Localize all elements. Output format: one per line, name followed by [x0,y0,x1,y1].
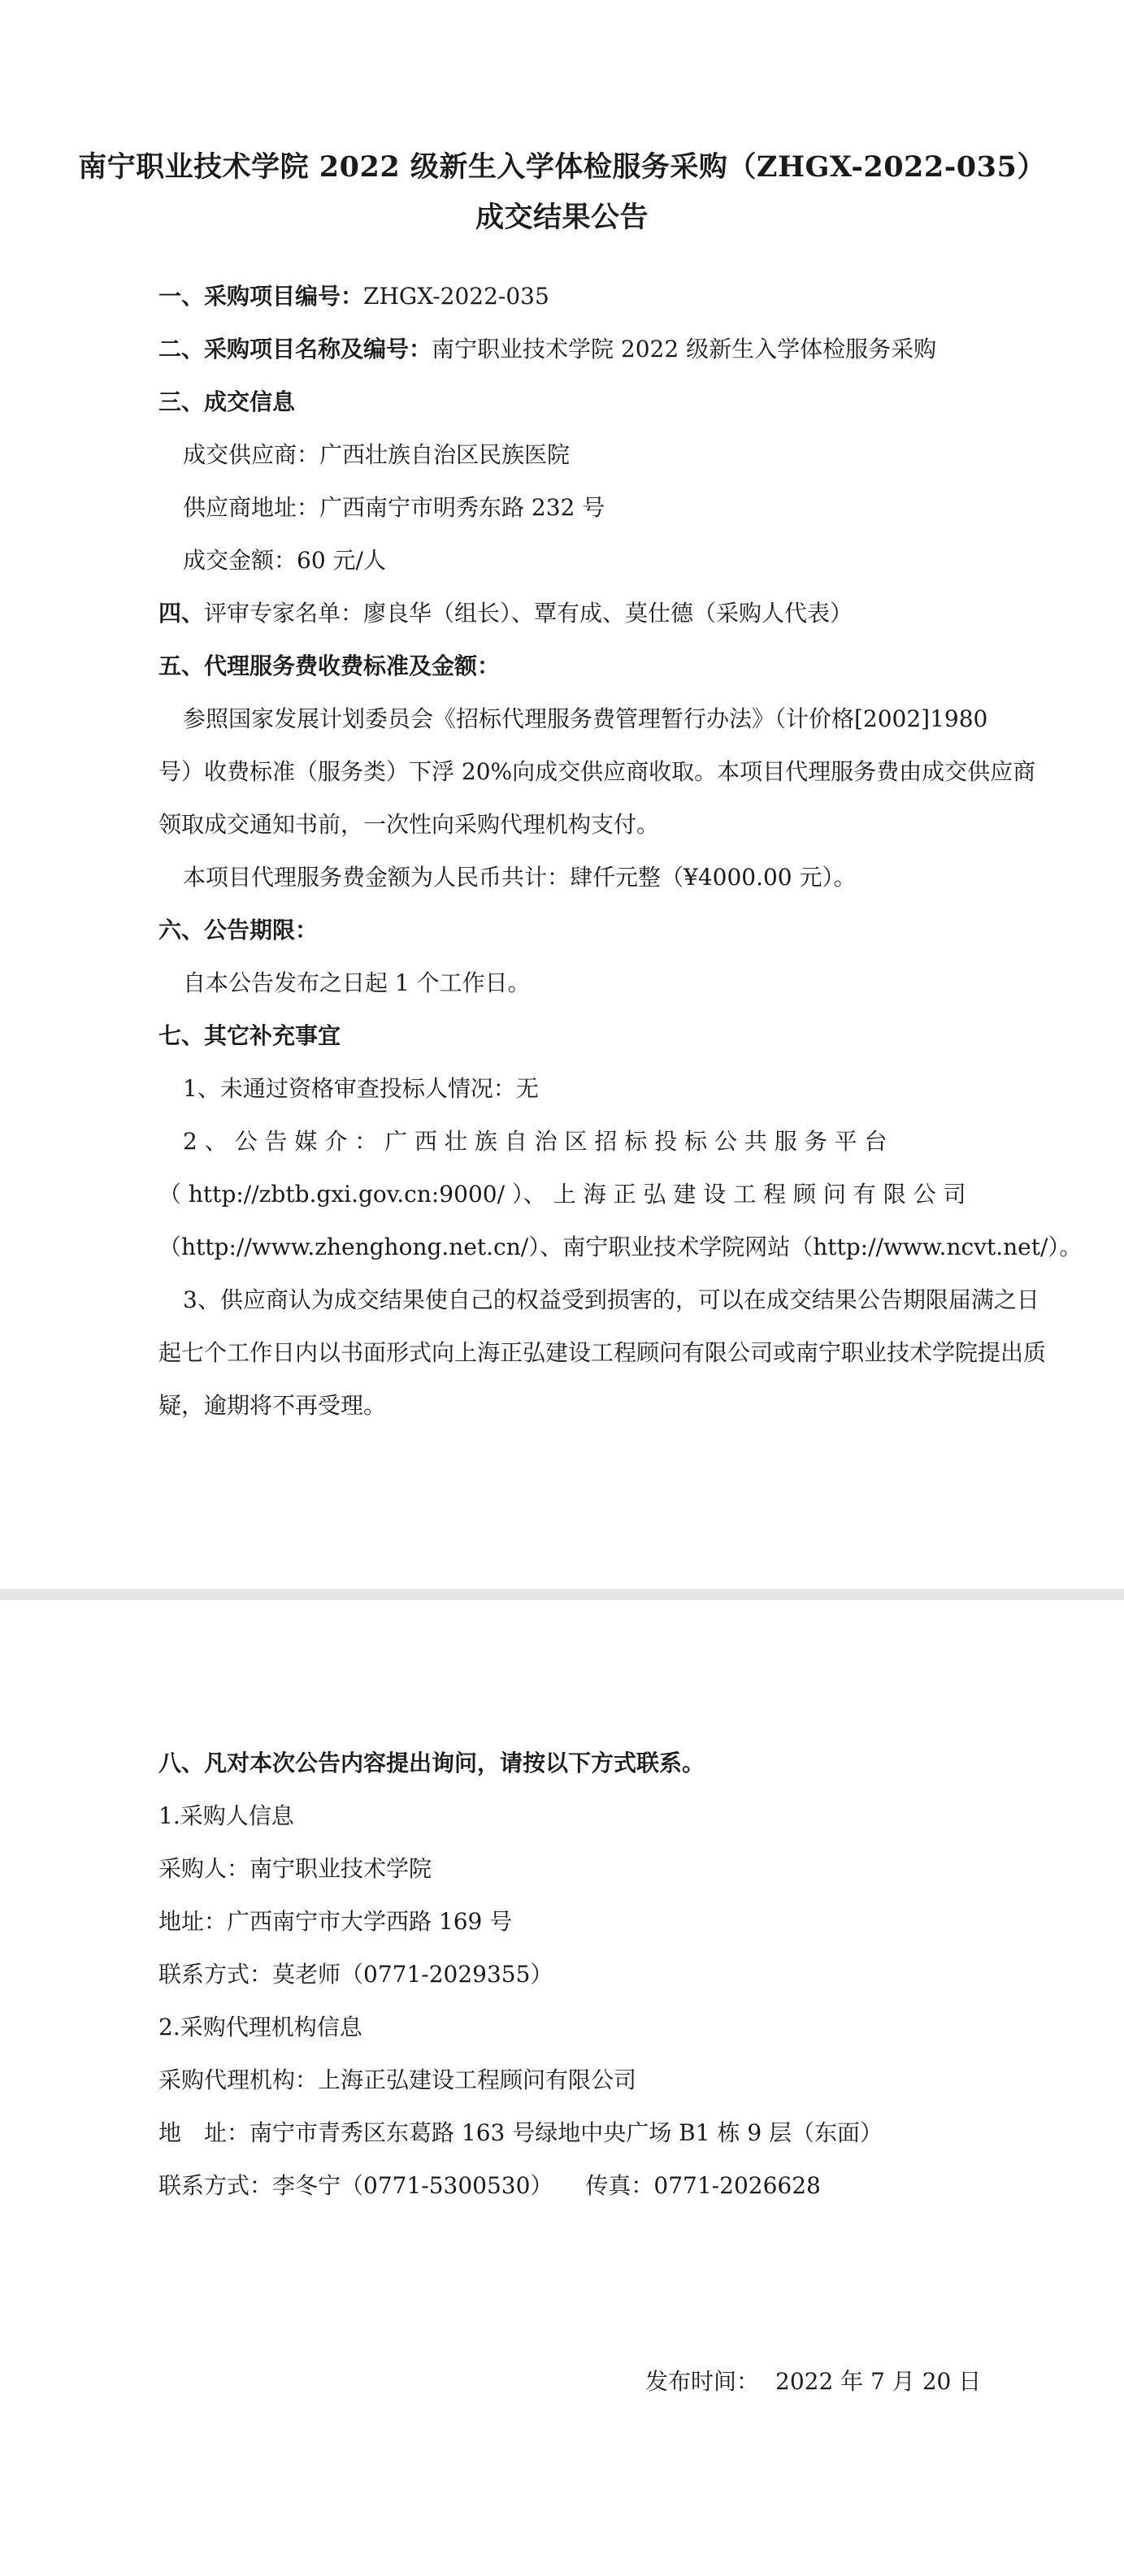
section-6-heading: 六、公告期限： [158,917,319,943]
buyer-address: 地址：广西南宁市大学西路 169 号 [158,1908,513,1935]
section-5-heading: 五、代理服务费收费标准及金额： [158,653,501,679]
buyer-contact: 联系方式：莫老师（0771-2029355） [158,1961,553,1988]
publish-time-label: 发布时间： [645,2368,760,2395]
supplement-item-1: 1、未通过资格审查投标人情况：无 [183,1075,539,1102]
doc-title-line1: 南宁职业技术学院 2022 级新生入学体检服务采购（ZHGX-2022-035） [78,150,1046,184]
publish-date: 2022 年 7 月 20 日 [775,2368,982,2395]
section-7-heading: 七、其它补充事宜 [158,1022,341,1049]
expert-list: 评审专家名单：廖良华（组长）、覃有成、莫仕德（采购人代表） [204,600,853,627]
agent-info-heading: 2.采购代理机构信息 [158,2014,362,2040]
project-name: 南宁职业技术学院 2022 级新生入学体检服务采购 [432,336,937,362]
page-2 [0,1600,1124,2576]
agent-address: 地 址：南宁市青秀区东葛路 163 号绿地中央广场 B1 栋 9 层（东面） [158,2119,883,2146]
supplement-item-2-line1: 2 、 公 告 媒 介 ： 广 西 壮 族 自 治 区 招 标 投 标 公 共 服 务 平 台 [183,1128,887,1155]
fee-paragraph-line1: 参照国家发展计划委员会《招标代理服务费管理暂行办法》（计价格[2002]1980 [183,705,988,732]
section-2-label: 二、采购项目名称及编号： [158,336,432,362]
section-3-heading: 三、成交信息 [158,388,296,415]
buyer-info-heading: 1.采购人信息 [158,1802,294,1829]
fee-paragraph-line3: 领取成交通知书前，一次性向采购代理机构支付。 [158,811,660,838]
notice-period: 自本公告发布之日起 1 个工作日。 [183,969,531,996]
page-divider [0,1589,1124,1600]
buyer-name: 采购人：南宁职业技术学院 [158,1855,432,1882]
section-4 [158,597,1008,630]
section-8-heading: 八、凡对本次公告内容提出询问，请按以下方式联系。 [158,1750,705,1776]
deal-amount: 成交金额：60 元/人 [183,547,386,574]
supplier-address: 供应商地址：广西南宁市明秀东路 232 号 [183,494,605,521]
section-2 [158,333,1008,366]
supplement-item-2-line2: （ http://zbtb.gxi.gov.cn:9000/ ）、 上 海 正 弘 建 设 工 程 顾 问 有 限 公 司 [158,1181,966,1208]
doc-title-line2: 成交结果公告 [475,201,649,234]
supplement-item-2-line3: （http://www.zhenghong.net.cn/）、南宁职业技术学院网站（http://www.ncvt.net/）。 [158,1234,1083,1260]
section-4-label: 四、 [158,600,205,627]
project-number: ZHGX-2022-035 [363,283,549,310]
agent-name: 采购代理机构：上海正弘建设工程顾问有限公司 [158,2066,637,2093]
agent-fax: 传真：0771-2026628 [585,2172,821,2199]
agent-contact-row [158,2170,1008,2202]
supplement-item-3-line2: 起七个工作日内以书面形式向上海正弘建设工程顾问有限公司或南宁职业技术学院提出质 [158,1339,1047,1366]
supplement-item-3-line1: 3、供应商认为成交结果使自己的权益受到损害的，可以在成交结果公告期限届满之日 [183,1286,1039,1313]
fee-amount: 本项目代理服务费金额为人民币共计：肆仟元整（¥4000.00 元）。 [183,864,857,891]
section-1-label: 一、采购项目编号： [158,283,364,310]
fee-paragraph-line2: 号）收费标准（服务类）下浮 20%向成交供应商收取。本项目代理服务费由成交供应商 [158,758,1036,785]
publish-time [645,2366,981,2398]
supplement-item-3-line3: 疑，逾期将不再受理。 [158,1392,387,1419]
agent-contact: 联系方式：李冬宁（0771-5300530） [158,2172,553,2199]
supplier-name: 成交供应商：广西壮族自治区民族医院 [183,441,571,468]
section-1 [158,280,1008,313]
